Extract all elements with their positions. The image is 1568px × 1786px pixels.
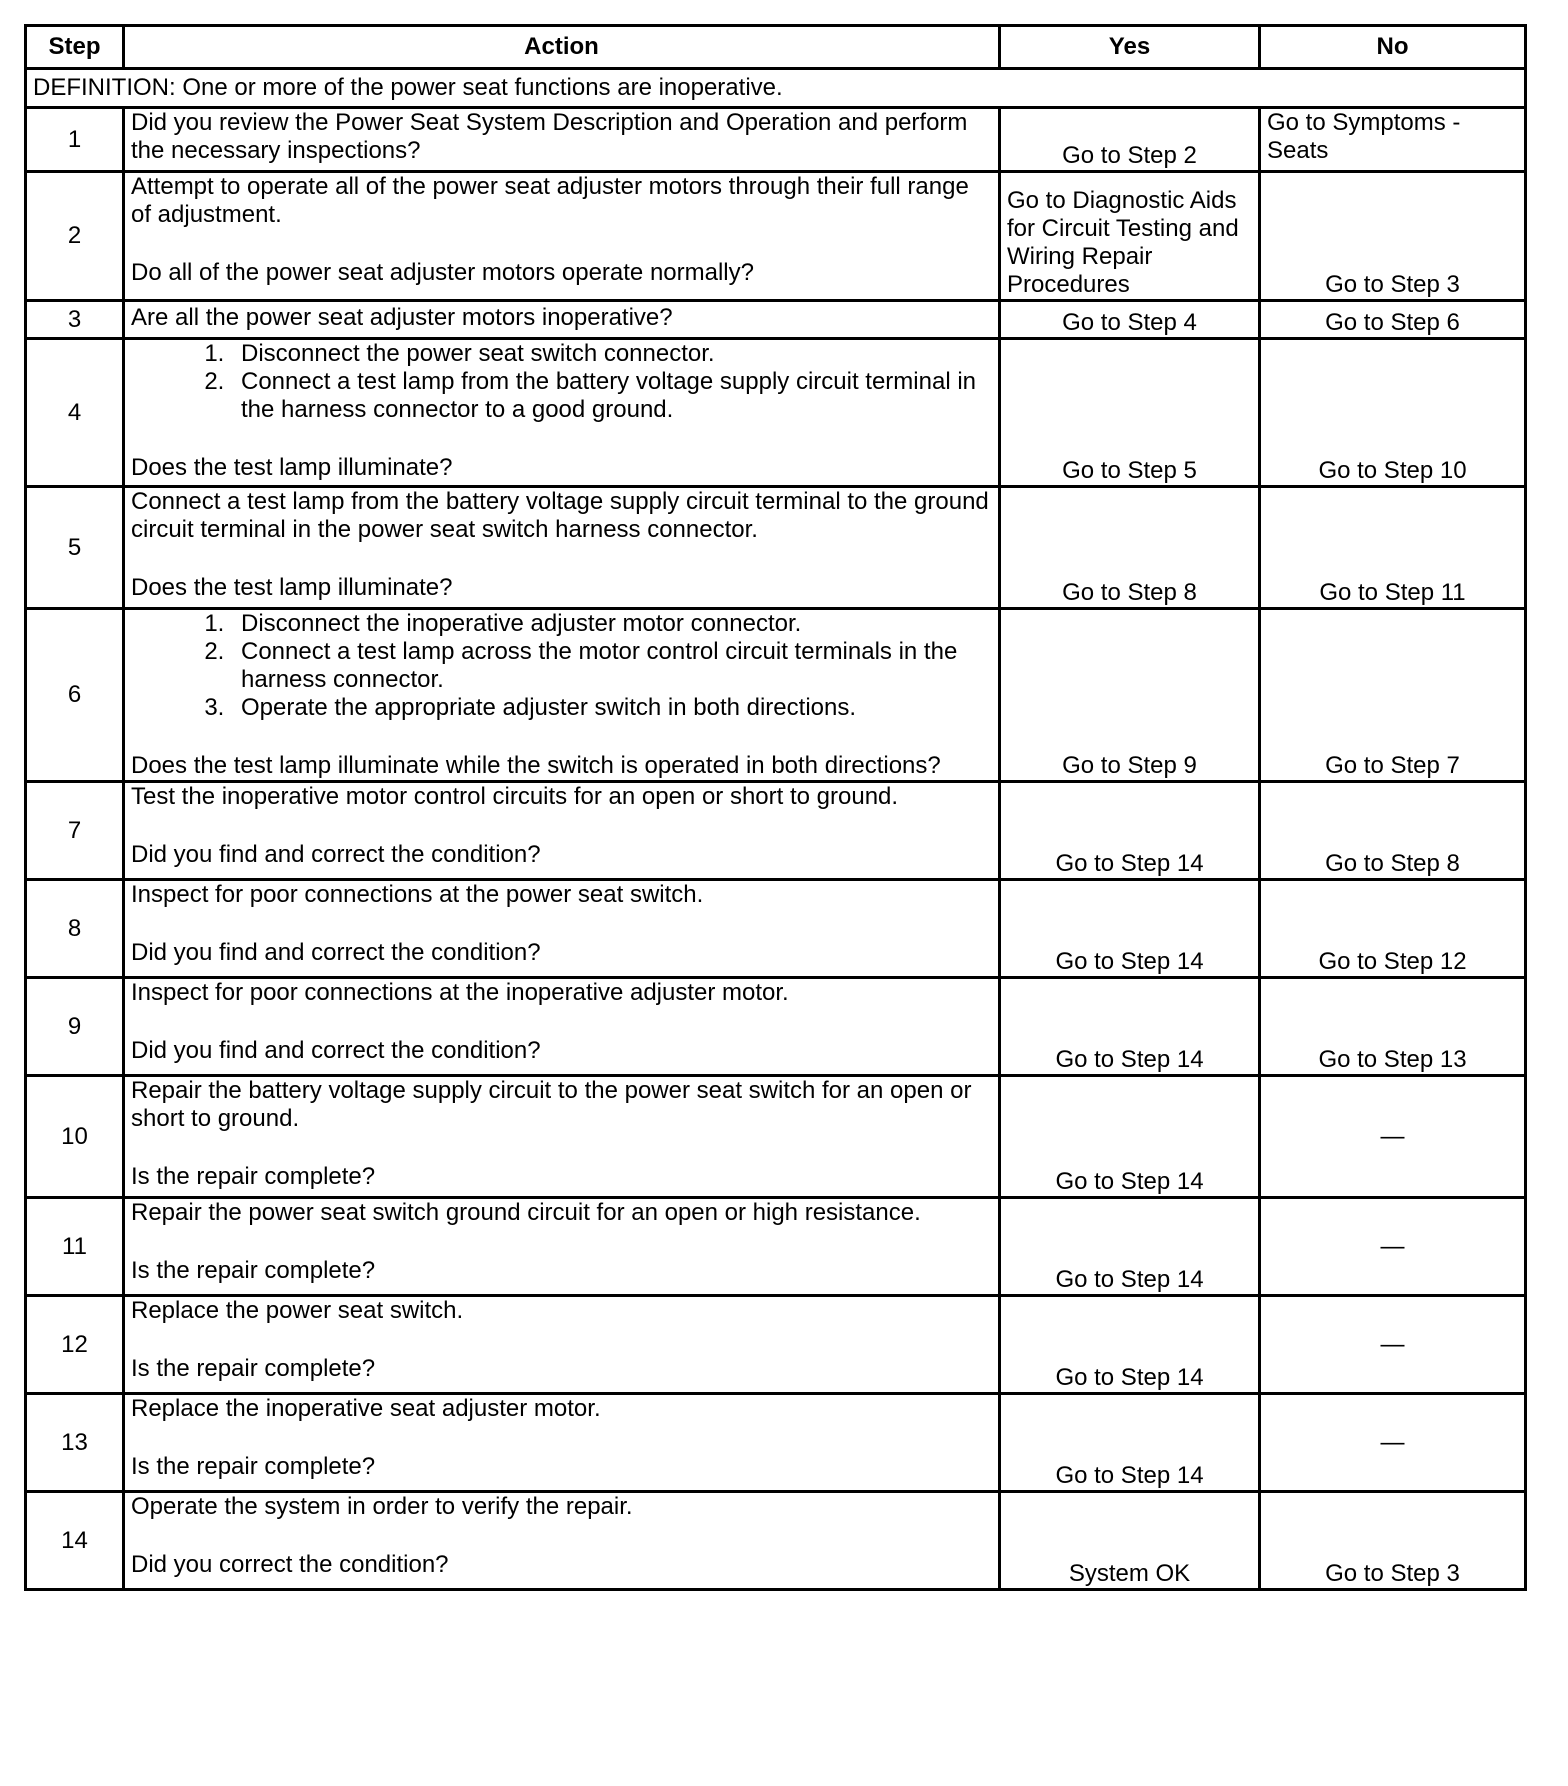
table-row — [26, 782, 1526, 880]
action-text: Repair the power seat switch ground circuit for an open or high resistance. — [131, 1199, 921, 1226]
action-question: Is the repair complete? — [131, 1355, 376, 1382]
action-question: Is the repair complete? — [131, 1163, 376, 1190]
procedure-list — [131, 340, 992, 424]
table-row — [26, 1076, 1526, 1198]
action-text: Attempt to operate all of the power seat adjuster motors through their full range of adjustment. — [131, 173, 969, 228]
action-question: Does the test lamp illuminate while the switch is operated in both directions? — [131, 752, 941, 779]
no-cell: Go to Step 7 — [1260, 609, 1526, 782]
table-row — [26, 301, 1526, 339]
yes-cell: Go to Step 14 — [1000, 1076, 1260, 1198]
action-cell — [124, 978, 1000, 1076]
procedure-item: 1. Disconnect the inoperative adjuster motor connector. — [231, 610, 992, 638]
action-cell — [124, 301, 1000, 339]
yes-cell: System OK — [1000, 1492, 1260, 1590]
table-row — [26, 339, 1526, 487]
action-cell — [124, 1296, 1000, 1394]
procedure-item: 3. Operate the appropriate adjuster switch in both directions. — [231, 694, 992, 722]
diagnostic-table-container — [24, 24, 1524, 1591]
table-row — [26, 978, 1526, 1076]
no-cell: — — [1260, 1394, 1526, 1492]
action-text: Operate the system in order to verify the repair. — [131, 1493, 633, 1520]
header-row — [26, 26, 1526, 69]
action-question: Did you correct the condition? — [131, 1551, 449, 1578]
no-cell: — — [1260, 1076, 1526, 1198]
action-text: Repair the battery voltage supply circuit to the power seat switch for an open or short to ground. — [131, 1077, 972, 1132]
action-text: Connect a test lamp from the battery voltage supply circuit terminal to the ground circuit terminal in the power seat switch harness connector. — [131, 488, 989, 543]
table-row — [26, 1198, 1526, 1296]
yes-cell: Go to Step 14 — [1000, 1394, 1260, 1492]
step-number: 1 — [26, 108, 124, 172]
action-question: Does the test lamp illuminate? — [131, 574, 453, 601]
action-question: Is the repair complete? — [131, 1257, 376, 1284]
action-cell — [124, 609, 1000, 782]
step-number: 12 — [26, 1296, 124, 1394]
action-question: Did you find and correct the condition? — [131, 841, 541, 868]
table-row — [26, 487, 1526, 609]
table-row — [26, 609, 1526, 782]
step-number: 14 — [26, 1492, 124, 1590]
action-text: Are all the power seat adjuster motors inoperative? — [131, 304, 673, 331]
no-cell: Go to Step 6 — [1260, 301, 1526, 339]
action-cell — [124, 108, 1000, 172]
step-number: 8 — [26, 880, 124, 978]
yes-cell: Go to Diagnostic Aids for Circuit Testing and Wiring Repair Procedures — [1000, 172, 1260, 301]
action-cell — [124, 1076, 1000, 1198]
action-question: Did you find and correct the condition? — [131, 939, 541, 966]
no-cell: Go to Step 8 — [1260, 782, 1526, 880]
action-cell — [124, 1492, 1000, 1590]
action-cell — [124, 339, 1000, 487]
header-yes: Yes — [1000, 26, 1260, 69]
yes-cell: Go to Step 5 — [1000, 339, 1260, 487]
yes-cell: Go to Step 9 — [1000, 609, 1260, 782]
step-number: 6 — [26, 609, 124, 782]
action-cell — [124, 1394, 1000, 1492]
step-number: 3 — [26, 301, 124, 339]
yes-cell: Go to Step 14 — [1000, 1198, 1260, 1296]
definition-row — [26, 69, 1526, 108]
header-action: Action — [124, 26, 1000, 69]
no-cell: Go to Step 3 — [1260, 172, 1526, 301]
step-number: 5 — [26, 487, 124, 609]
no-cell: — — [1260, 1296, 1526, 1394]
table-row — [26, 880, 1526, 978]
action-cell — [124, 782, 1000, 880]
table-row — [26, 172, 1526, 301]
action-text: Inspect for poor connections at the power seat switch. — [131, 881, 704, 908]
action-text: Inspect for poor connections at the inoperative adjuster motor. — [131, 979, 789, 1006]
no-cell: Go to Step 12 — [1260, 880, 1526, 978]
action-cell — [124, 880, 1000, 978]
yes-cell: Go to Step 14 — [1000, 880, 1260, 978]
no-cell: Go to Symptoms - Seats — [1260, 108, 1526, 172]
step-number: 13 — [26, 1394, 124, 1492]
procedure-list — [131, 610, 992, 722]
definition-text: DEFINITION: One or more of the power seat functions are inoperative. — [26, 69, 1526, 108]
diagnostic-table — [24, 24, 1527, 1591]
procedure-item: 2. Connect a test lamp across the motor control circuit terminals in the harness connector. — [231, 638, 992, 694]
procedure-item: 2. Connect a test lamp from the battery voltage supply circuit terminal in the harness connector to a good ground. — [231, 368, 992, 424]
yes-cell: Go to Step 14 — [1000, 782, 1260, 880]
no-cell: Go to Step 13 — [1260, 978, 1526, 1076]
action-cell — [124, 172, 1000, 301]
yes-cell: Go to Step 2 — [1000, 108, 1260, 172]
step-number: 9 — [26, 978, 124, 1076]
action-text: Replace the inoperative seat adjuster motor. — [131, 1395, 601, 1422]
action-question: Did you find and correct the condition? — [131, 1037, 541, 1064]
action-cell — [124, 487, 1000, 609]
action-text: Replace the power seat switch. — [131, 1297, 464, 1324]
step-number: 7 — [26, 782, 124, 880]
step-number: 2 — [26, 172, 124, 301]
action-question: Does the test lamp illuminate? — [131, 454, 453, 481]
table-row — [26, 1394, 1526, 1492]
table-row — [26, 1296, 1526, 1394]
table-row — [26, 1492, 1526, 1590]
procedure-item: 1. Disconnect the power seat switch connector. — [231, 340, 992, 368]
step-number: 4 — [26, 339, 124, 487]
no-cell: Go to Step 11 — [1260, 487, 1526, 609]
action-question: Do all of the power seat adjuster motors operate normally? — [131, 259, 754, 286]
yes-cell: Go to Step 14 — [1000, 1296, 1260, 1394]
action-cell — [124, 1198, 1000, 1296]
no-cell: — — [1260, 1198, 1526, 1296]
step-number: 10 — [26, 1076, 124, 1198]
action-text: Did you review the Power Seat System Description and Operation and perform the necessary inspections? — [131, 109, 968, 164]
header-step: Step — [26, 26, 124, 69]
header-no: No — [1260, 26, 1526, 69]
step-number: 11 — [26, 1198, 124, 1296]
action-question: Is the repair complete? — [131, 1453, 376, 1480]
no-cell: Go to Step 3 — [1260, 1492, 1526, 1590]
yes-cell: Go to Step 14 — [1000, 978, 1260, 1076]
action-text: Test the inoperative motor control circuits for an open or short to ground. — [131, 783, 899, 810]
no-cell: Go to Step 10 — [1260, 339, 1526, 487]
table-row — [26, 108, 1526, 172]
yes-cell: Go to Step 8 — [1000, 487, 1260, 609]
yes-cell: Go to Step 4 — [1000, 301, 1260, 339]
